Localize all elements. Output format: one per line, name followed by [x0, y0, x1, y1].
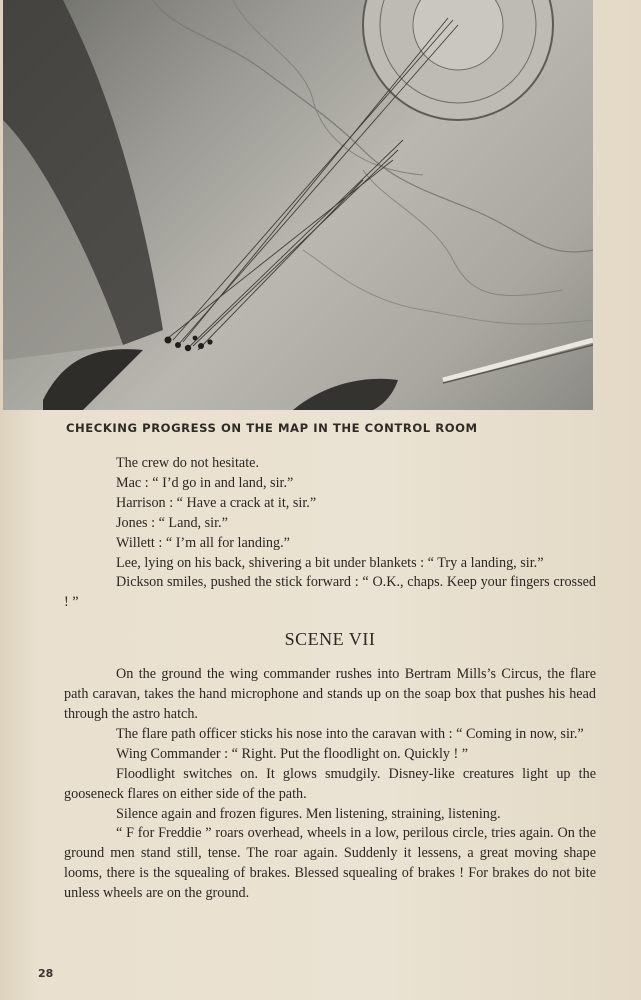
paragraph: On the ground the wing commander rushes into Bertram Mills’s Circus, the flare path caravan, takes the hand microphone and stands up on the soap box that pushes his head through the astro hatch. — [64, 666, 596, 722]
paragraph: Floodlight switches on. It glows smudgily. Disney-like creatures light up the gooseneck flares on either side of the path. — [64, 765, 596, 802]
paragraph: Wing Commander : “ Right. Put the floodlight on. Quickly ! ” — [116, 745, 469, 762]
paragraph: Willett : “ I’m all for landing.” — [116, 534, 290, 551]
paragraph: Jones : “ Land, sir.” — [116, 514, 228, 531]
scene-heading: SCENE VII — [284, 629, 376, 650]
paragraph: Silence again and frozen figures. Men listening, straining, listening. — [116, 805, 501, 822]
control-room-map-photo — [3, 0, 593, 410]
paragraph: The flare path officer sticks his nose into the caravan with : “ Coming in now, sir.” — [116, 725, 584, 742]
paragraph: Lee, lying on his back, shivering a bit under blankets : “ Try a landing, sir.” — [116, 554, 544, 571]
page-body-text — [64, 454, 596, 904]
paragraph: The crew do not hesitate. — [116, 455, 260, 471]
map-photo-illustration — [3, 0, 593, 410]
page-number: 28 — [38, 967, 54, 980]
paragraph: Mac : “ I’d go in and land, sir.” — [116, 474, 294, 491]
paragraph: Harrison : “ Have a crack at it, sir.” — [116, 494, 317, 511]
paragraph: Dickson smiles, pushed the stick forward : “ O.K., chaps. Keep your fingers crossed ! ” — [64, 574, 596, 611]
paragraph: “ F for Freddie ” roars overhead, wheels in a low, perilous circle, tries again. On the ground men stand still, tense. The roar again. Suddenly it lessens, a great moving shape looms, there is the squealing of brakes. Blessed squealing of brakes ! For brakes do not bite unless wheels are on the ground. — [64, 825, 596, 902]
photo-caption: CHECKING PROGRESS ON THE MAP IN THE CONTROL ROOM — [66, 421, 478, 435]
